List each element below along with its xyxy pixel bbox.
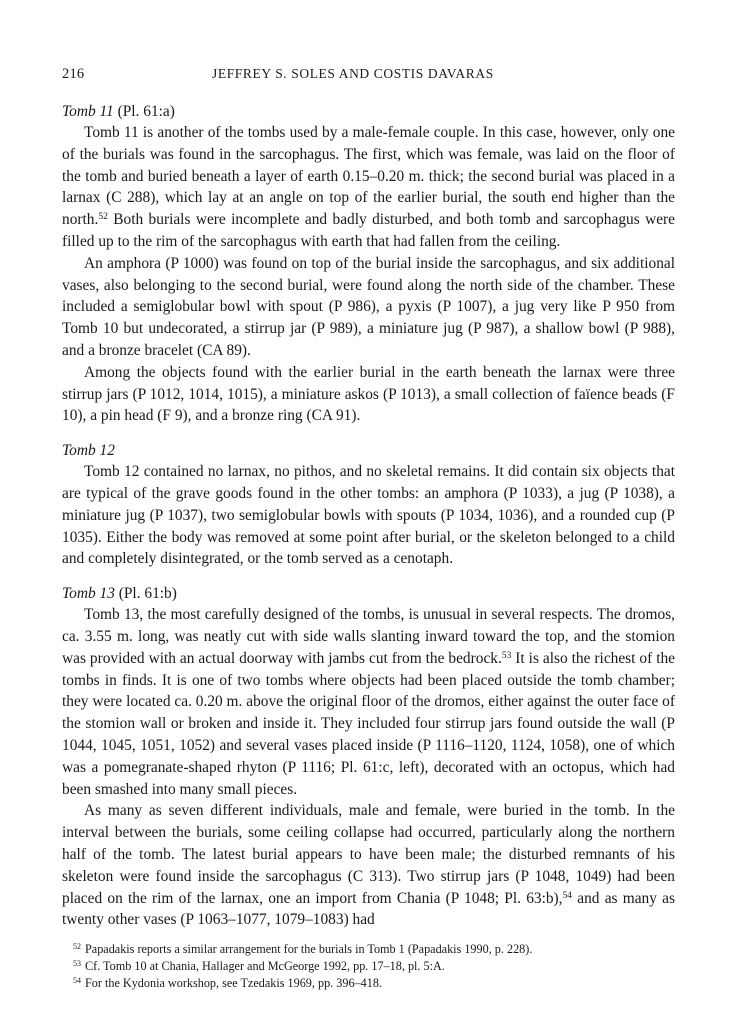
running-head — [62, 66, 675, 88]
footnote: $^{53}$ Cf. Tomb 10 at Chania, Hallager and McGeorge 1992, pp. 17–18, pl. 5:A. — [73, 959, 445, 974]
section-tomb-11 — [62, 102, 675, 427]
section-heading: Tomb 12 — [62, 442, 115, 460]
paragraph: An amphora (P 1000) was found on top of the burial inside the sarcophagus, and six additional vases, also belonging to the second burial, were found along the north side of the chamber. These included a semiglobular bowl with spout (P 986), a pyxis (P 1007), a jug very like P 950 from Tomb 10 but undecorated, a stirrup jar (P 989), a miniature jug (P 987), a shallow bowl (P 988), and a bronze bracelet (CA 89). — [62, 254, 675, 359]
footnote-ref[interactable]: 54 — [562, 890, 573, 901]
footnote: $^{52}$ Papadakis reports a similar arrangement for the burials in Tomb 1 (Papadakis 1990, p. 228). — [73, 942, 533, 957]
section-tomb-12 — [62, 441, 675, 570]
page-number: 216 — [62, 66, 85, 82]
paragraph: Tomb 12 contained no larnax, no pithos, and no skeletal remains. It did contain six objects that are typical of the grave goods found in the other tombs: an amphora (P 1033), a jug (P 1038), a miniature jug (P 1037), two semiglobular bowls with spouts (P 1034, 1036), and a rounded cup (P 1035). Either the body was removed at some point after burial, or the skeleton belonged to a child and completely disintegrated, or the tomb served as a cenotaph. — [62, 463, 675, 568]
footnote: $^{54}$ For the Kydonia workshop, see Tzedakis 1969, pp. 396–418. — [73, 976, 382, 991]
running-head-authors: JEFFREY S. SOLES AND COSTIS DAVARAS — [212, 66, 494, 81]
paragraph: Tomb 13, the most carefully designed of the tombs, is unusual in several respects. The dromos, ca. 3.55 m. long, was neatly cut with side walls slanting inward toward the top, and the stomion was provided with an actual doorway with jambs cut from the bedrock.$^{53}$ It is also the richest of the tombs in finds. It is one of two tombs where objects had been placed outside the tomb chamber; they were located ca. 0.20 m. above the original floor of the dromos, either against the outer face of the stomion wall or broken and inside it. They included four stirrup jars found outside the wall (P 1044, 1045, 1051, 1052) and several vases placed inside (P 1116–1120, 1124, 1058), one of which was a pomegranate-shaped rhyton (P 1116; Pl. 61:c, left), decorated with an octopus, which had been smashed into many small pieces. — [62, 606, 676, 798]
page — [62, 66, 675, 992]
paragraph: Tomb 11 is another of the tombs used by a male-female couple. In this case, however, only one of the burials was found in the sarcophagus. The first, which was female, was laid on the floor of the tomb and buried beneath a layer of earth 0.15–0.20 m. thick; the second burial was placed in a larnax (C 288), which lay at an angle on top of the earlier burial, the south end higher than the north.$^{52}$ Both burials were incomplete and badly disturbed, and both tomb and sarcophagus were filled up to the rim of the sarcophagus with earth that had fallen from the ceiling. — [62, 124, 675, 250]
footnote-ref[interactable]: 52 — [98, 212, 108, 223]
section-tomb-13 — [62, 584, 675, 931]
paragraph: Among the objects found with the earlier burial in the earth beneath the larnax were three stirrup jars (P 1012, 1014, 1015), a miniature askos (P 1013), a small collection of faïence beads (F 10), a pin head (F 9), and a bronze ring (CA 91). — [62, 363, 675, 425]
paragraph: As many as seven different individuals, male and female, were buried in the tomb. In the interval between the burials, some ceiling collapse had occurred, particularly along the northern half of the tomb. The latest burial appears to have been male; the disturbed remnants of his skeleton were found inside the sarcophagus (C 313). Two stirrup jars (P 1048, 1049) had been placed on the rim of the larnax, one an import from Chania (P 1048; Pl. 63:b),$^{54}$ and as many as twenty other vases (P 1063–1077, 1079–1083) had — [62, 802, 675, 929]
section-heading: Tomb 11 (Pl. 61:a) — [62, 103, 175, 120]
footnote-ref[interactable]: 53 — [501, 650, 512, 661]
section-heading: Tomb 13 (Pl. 61:b) — [62, 585, 177, 603]
footnotes — [62, 941, 675, 992]
